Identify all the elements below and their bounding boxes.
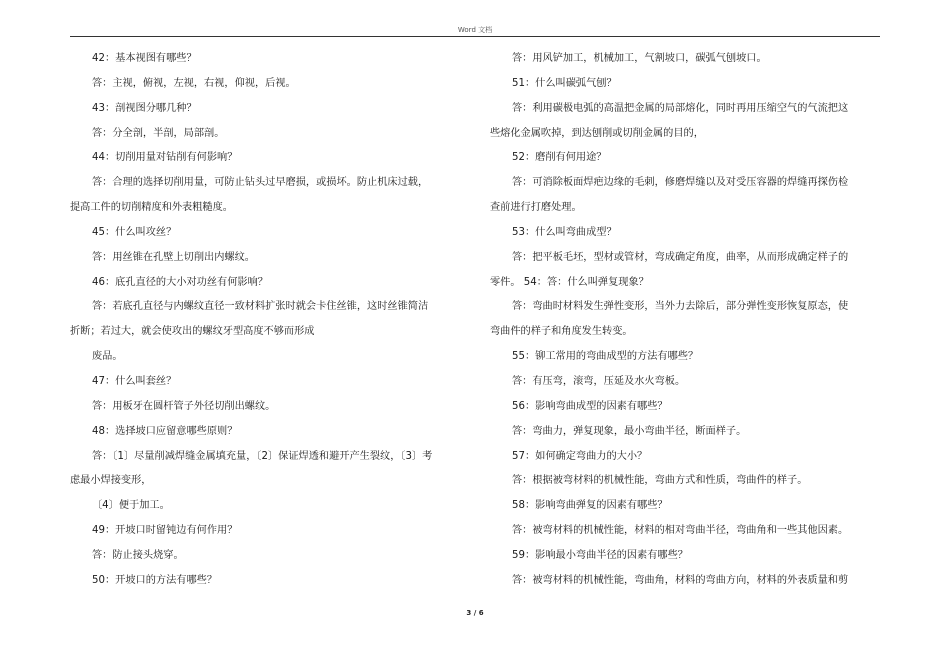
text-line: 答：弯曲力，弹复现象，最小弯曲半径，断面样子。: [512, 425, 747, 437]
text-line: 42：基本视图有哪些？: [92, 53, 197, 64]
page-number: 3 / 6: [466, 609, 484, 617]
text-line: 58：影响弯曲弹复的因素有哪些？: [512, 500, 668, 512]
text-line: 45：什么叫攻丝？: [92, 226, 177, 238]
text-line: 弯曲件的样子和角度发生转变。: [490, 326, 633, 338]
text-line: 答：用丝锥在孔壁上切削出内螺纹。: [92, 251, 255, 263]
left-text-column: [70, 47, 448, 594]
text-line: 答：合理的选择切削用量，可防止钻头过早磨损，或损坏。防止机床过载，: [92, 177, 429, 189]
text-line: 折断；若过大，就会使攻出的螺纹牙型高度不够而形成: [70, 326, 315, 338]
text-line: 答：根据被弯材料的机械性能，弯曲方式和性质，弯曲件的样子。: [512, 475, 808, 487]
text-line: 43：剖视图分哪几种？: [92, 102, 197, 114]
header-divider: [70, 36, 880, 37]
text-line: 答：分全剖，半剖，局部剖。: [92, 127, 225, 139]
text-line: 答：用板牙在圆杆管子外径切削出螺纹。: [92, 400, 276, 412]
document-header: Word 文档: [457, 26, 493, 34]
text-line: 44：切削用量对钻削有何影响？: [92, 152, 238, 164]
text-line: 提高工件的切削精度和外表粗糙度。: [70, 202, 233, 214]
text-line: 答：防止接头烧穿。: [92, 549, 184, 561]
text-line: 答：〔1〕尽量削减焊缝金属填充量，〔2〕保证焊透和避开产生裂纹，〔3〕考: [92, 450, 433, 462]
text-line: 56：影响弯曲成型的因素有哪些？: [512, 400, 668, 412]
text-line: 48：选择坡口应留意哪些原则？: [92, 425, 238, 437]
text-line: 53：什么叫弯曲成型？: [512, 226, 617, 238]
right-text-column: [490, 47, 868, 594]
text-line: 查前进行打磨处理。: [490, 202, 582, 214]
text-line: 59：影响最小弯曲半径的因素有哪些？: [512, 549, 688, 561]
text-line: 答：利用碳极电弧的高温把金属的局部熔化，同时再用压缩空气的气流把这: [512, 102, 849, 114]
text-line: 答：若底孔直径与内螺纹直径一致材料扩张时就会卡住丝锥，这时丝锥简洁: [92, 301, 429, 313]
text-line: 虑最小焊接变形，: [70, 475, 152, 487]
text-line: 答：用风铲加工，机械加工，气割坡口，碳弧气刨坡口。: [512, 53, 767, 64]
text-line: 55：铆工常用的弯曲成型的方法有哪些？: [512, 351, 699, 363]
text-line: 52：磨削有何用途？: [512, 152, 607, 164]
text-line: 答：弯曲时材料发生弹性变形，当外力去除后，部分弹性变形恢复原态，使: [512, 301, 849, 313]
text-line: 零件。 54：答：什么叫弹复现象？: [490, 276, 649, 288]
text-line: 答：把平板毛坯，型材或管材，弯成确定角度，曲率，从而形成确定样子的: [512, 251, 849, 263]
text-line: 答：主视，俯视，左视，右视，仰视，后视。: [92, 77, 296, 89]
text-line: 47：什么叫套丝？: [92, 375, 177, 387]
text-line: 答：被弯材料的机械性能，弯曲角，材料的弯曲方向，材料的外表质量和剪: [512, 574, 849, 586]
text-line: 50：开坡口的方法有哪些？: [92, 574, 218, 586]
text-line: 答：被弯材料的机械性能，材料的相对弯曲半径，弯曲角和一些其他因素。: [512, 525, 849, 537]
text-line: 51：什么叫碳弧气刨？: [512, 77, 617, 89]
text-line: 57：如何确定弯曲力的大小？: [512, 450, 648, 462]
text-line: 〔4〕便于加工。: [92, 500, 170, 512]
text-line: 46：底孔直径的大小对功丝有何影响？: [92, 276, 268, 288]
text-line: 49：开坡口时留钝边有何作用？: [92, 525, 238, 537]
text-line: 答：有压弯，滚弯，压延及水火弯板。: [512, 375, 686, 387]
text-line: 些熔化金属吹掉，到达刨削或切削金属的目的，: [490, 127, 704, 139]
text-line: 答：可消除板面焊疤边缘的毛刺，修磨焊缝以及对受压容器的焊缝再探伤检: [512, 177, 849, 189]
text-line: 废品。: [92, 351, 123, 363]
